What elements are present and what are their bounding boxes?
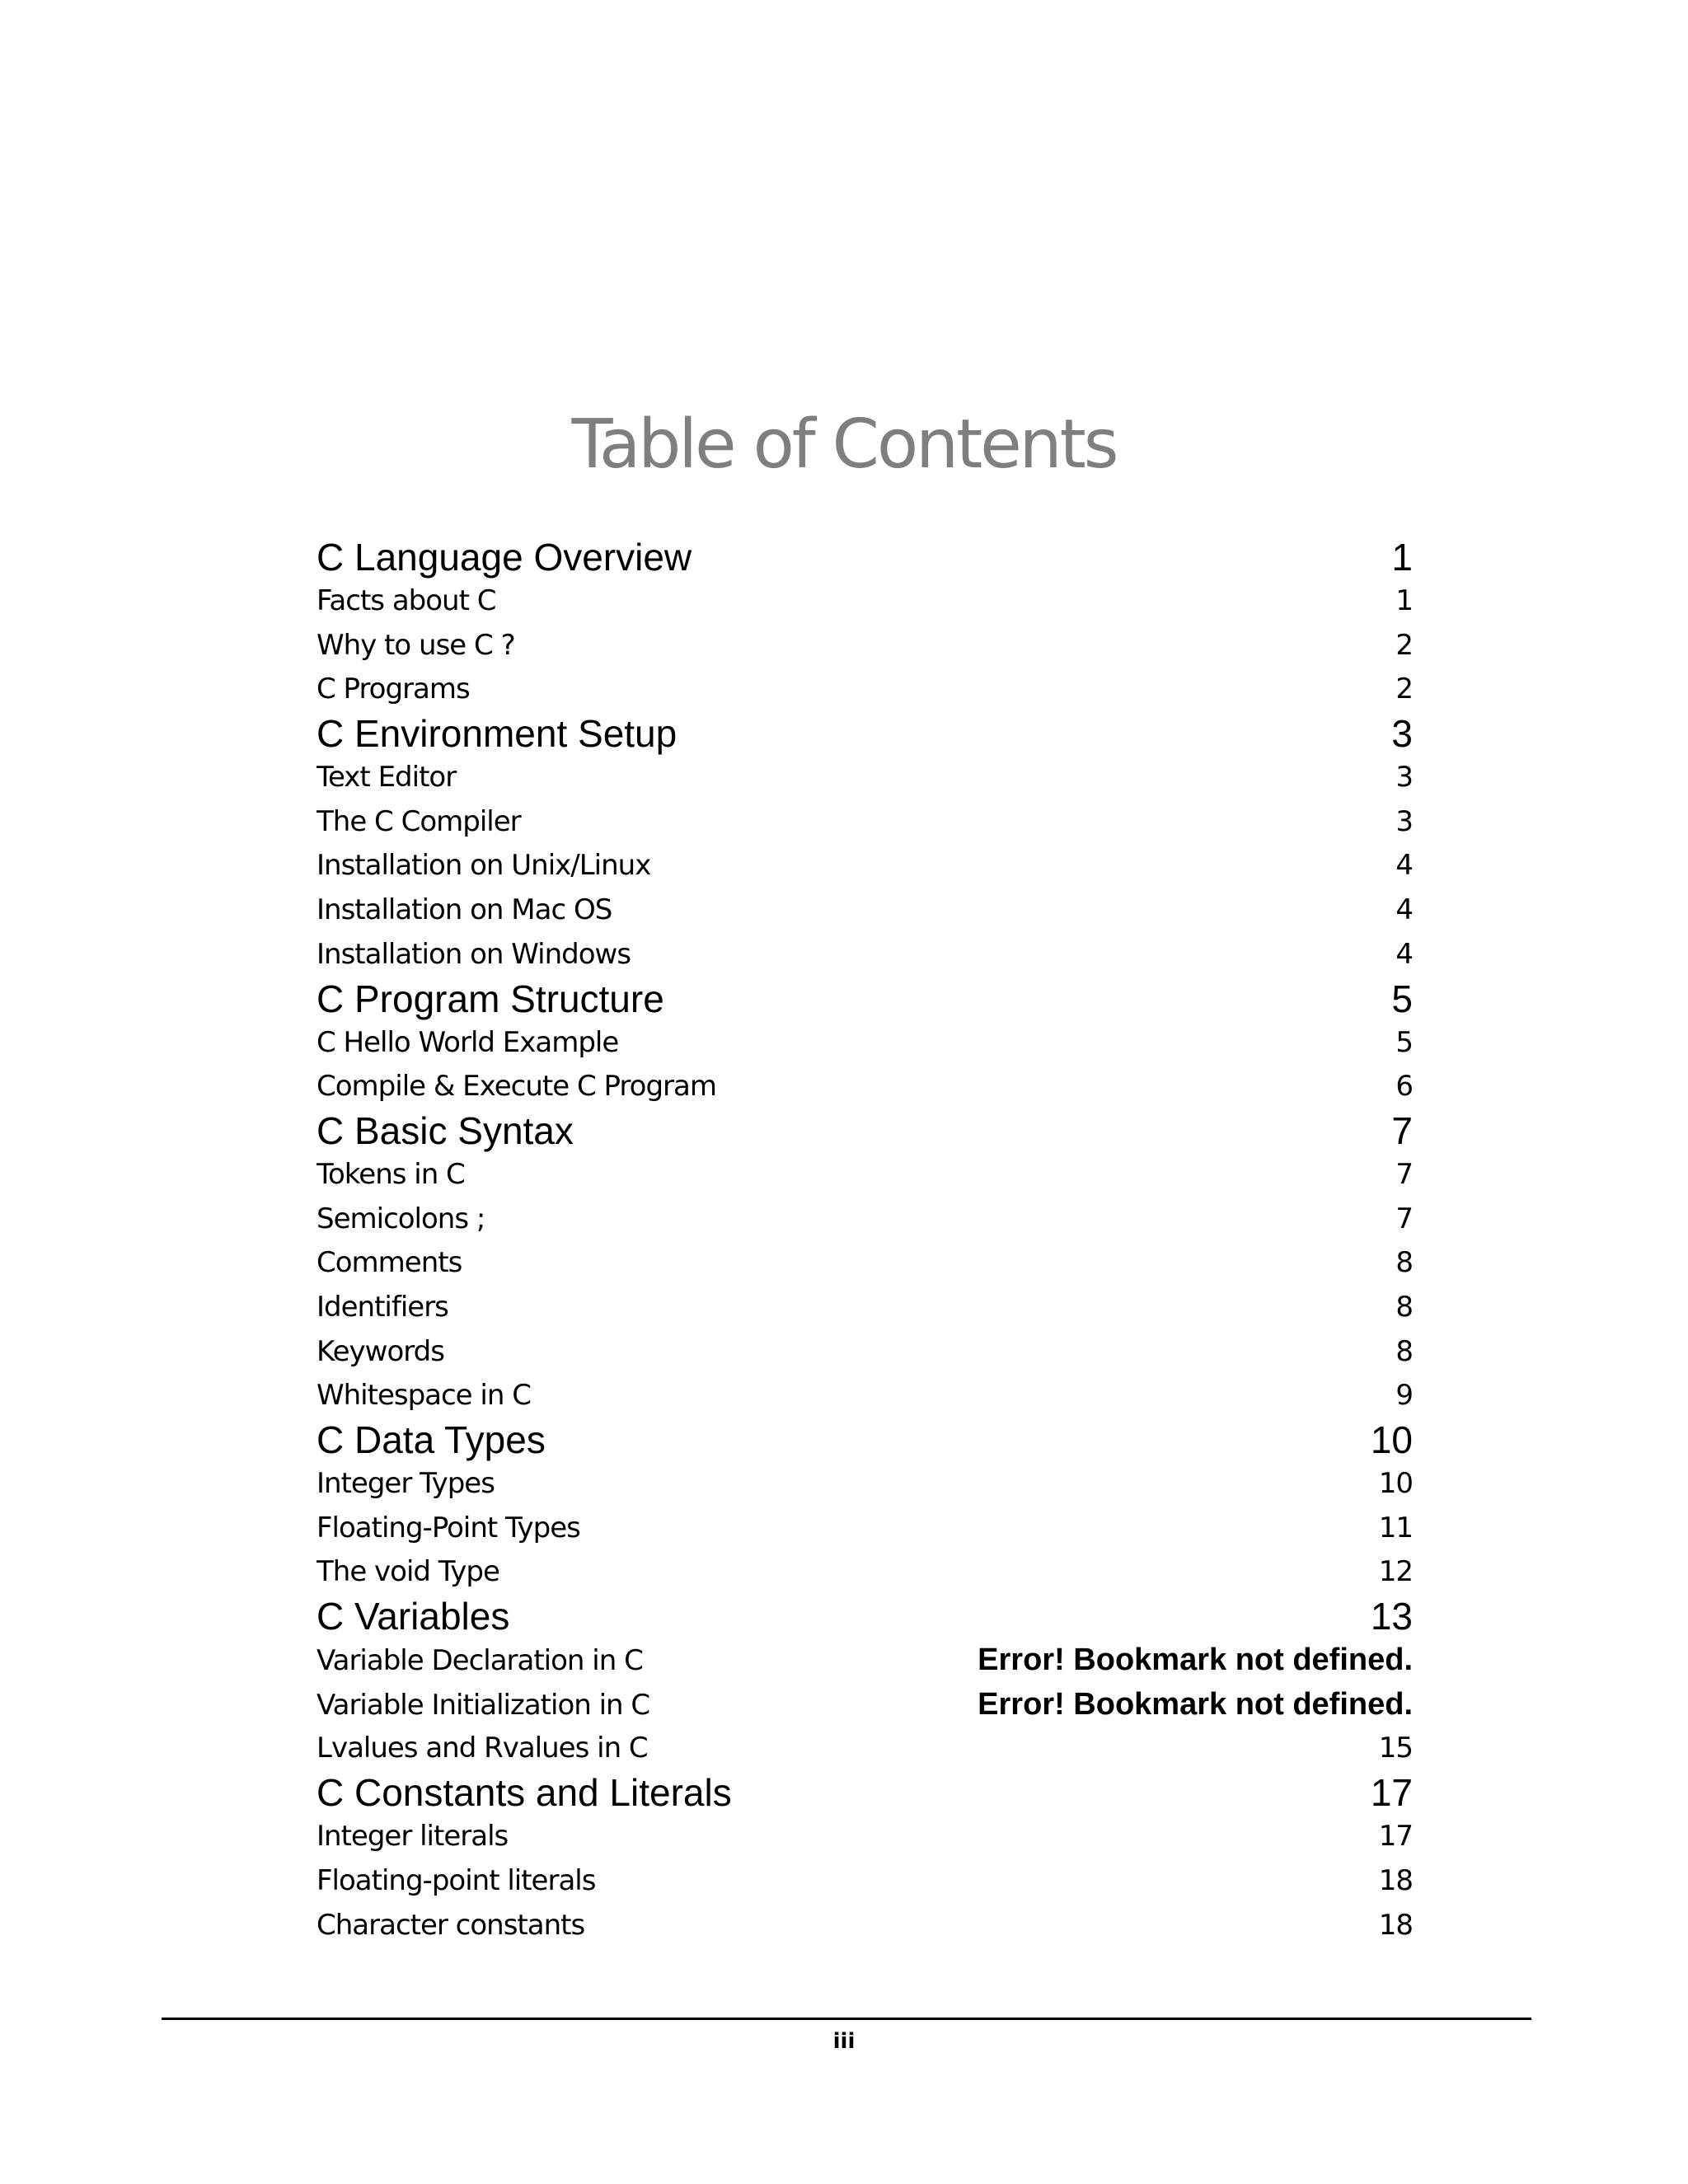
toc-page-number: 2 [1395,628,1413,662]
toc-entry-label: Semicolons ; [316,1202,485,1235]
toc-page-number: 7 [1395,1157,1413,1191]
toc-entry-label: Integer Types [316,1467,495,1500]
toc-page-number: 3 [1391,712,1413,756]
toc-page-number: 10 [1370,1418,1413,1461]
toc-page-number: 17 [1378,1820,1413,1854]
toc-entry-label: Keywords [316,1334,444,1368]
toc-entry-label: Why to use C ? [316,628,515,662]
toc-page-number: 8 [1395,1290,1413,1324]
toc-section-entry[interactable] [316,1286,1413,1330]
toc-entry-label: Character constants [316,1908,585,1942]
toc-entry-label: C Programs [316,673,470,706]
toc-section-entry[interactable] [316,1815,1413,1859]
toc-page-number: 10 [1378,1467,1413,1500]
toc-chapter-entry[interactable] [316,1595,1413,1638]
toc-chapter-entry[interactable] [316,1418,1413,1462]
toc-chapter-entry[interactable] [316,977,1413,1021]
footer-divider [162,2018,1531,2020]
toc-entry-label: Installation on Windows [316,937,631,971]
toc-entry-label: Whitespace in C [316,1379,531,1413]
toc-entry-label: The C Compiler [316,804,521,838]
toc-section-entry[interactable] [316,1065,1413,1109]
toc-entry-label: Compile & Execute C Program [316,1070,716,1104]
toc-entry-label: Installation on Unix/Linux [316,849,651,883]
toc-page-number: 11 [1378,1511,1413,1544]
toc-section-entry[interactable] [316,1507,1413,1551]
toc-page-number: 5 [1395,1025,1413,1059]
toc-section-entry[interactable] [316,1638,1413,1683]
toc-page-number: 13 [1370,1595,1413,1638]
toc-page-number: 1 [1391,536,1413,579]
toc-entry-label: The void Type [316,1555,499,1589]
toc-section-entry[interactable] [316,668,1413,712]
toc-entry-label: Integer literals [316,1820,509,1854]
toc-chapter-entry[interactable] [316,1771,1413,1815]
toc-page-number: 4 [1395,893,1413,927]
page-title: Table of Contents [571,405,1117,484]
toc-entry-label: Installation on Mac OS [316,893,612,927]
toc-section-entry[interactable] [316,1241,1413,1286]
toc-page-number: 9 [1395,1379,1413,1413]
toc-entry-label: Floating-point literals [316,1863,596,1897]
toc-page-number: 5 [1391,977,1413,1020]
toc-chapter-entry[interactable] [316,712,1413,756]
toc-section-entry[interactable] [316,1683,1413,1727]
toc-page-number: 3 [1395,804,1413,838]
toc-section-entry[interactable] [316,1153,1413,1197]
toc-page-number: 12 [1378,1555,1413,1589]
toc-section-entry[interactable] [316,933,1413,977]
toc-section-entry[interactable] [316,579,1413,624]
toc-bookmark-error: Error! Bookmark not defined. [978,1643,1413,1678]
toc-page-number: 1 [1395,584,1413,617]
toc-page-number: 2 [1395,673,1413,706]
toc-entry-label: Variable Initialization in C [316,1688,650,1722]
toc-section-entry[interactable] [316,624,1413,668]
toc-chapter-entry[interactable] [316,1109,1413,1153]
table-of-contents [316,536,1413,1947]
toc-page-number: 7 [1391,1108,1413,1152]
toc-entry-label: C Language Overview [316,536,692,579]
toc-section-entry[interactable] [316,1904,1413,1948]
footer-page-number: iii [832,2029,856,2054]
toc-page-number: 4 [1395,849,1413,883]
toc-section-entry[interactable] [316,1462,1413,1507]
toc-chapter-entry[interactable] [316,536,1413,579]
toc-section-entry[interactable] [316,888,1413,933]
toc-entry-label: C Basic Syntax [316,1108,574,1152]
toc-section-entry[interactable] [316,1727,1413,1771]
toc-page-number: 18 [1378,1908,1413,1942]
toc-section-entry[interactable] [316,1197,1413,1242]
toc-section-entry[interactable] [316,1374,1413,1418]
toc-section-entry[interactable] [316,1859,1413,1904]
toc-entry-label: Text Editor [316,761,457,794]
toc-page-number: 6 [1395,1070,1413,1104]
toc-page-number: 8 [1395,1334,1413,1368]
toc-entry-label: C Environment Setup [316,712,678,756]
toc-entry-label: Comments [316,1246,462,1280]
toc-page-number: 3 [1395,761,1413,794]
toc-page-number: 18 [1378,1863,1413,1897]
toc-entry-label: Facts about C [316,584,496,617]
toc-section-entry[interactable] [316,1550,1413,1595]
toc-entry-label: Floating-Point Types [316,1511,580,1544]
toc-bookmark-error: Error! Bookmark not defined. [978,1686,1413,1722]
toc-page-number: 8 [1395,1246,1413,1280]
toc-entry-label: C Constants and Literals [316,1771,732,1815]
toc-page-number: 17 [1370,1771,1413,1815]
toc-section-entry[interactable] [316,844,1413,888]
toc-entry-label: C Variables [316,1595,510,1638]
toc-section-entry[interactable] [316,1021,1413,1066]
toc-entry-label: Variable Declaration in C [316,1644,643,1678]
toc-entry-label: Lvalues and Rvalues in C [316,1732,648,1765]
toc-page-number: 7 [1395,1202,1413,1235]
toc-entry-label: C Program Structure [316,977,664,1020]
toc-page-number: 4 [1395,937,1413,971]
toc-section-entry[interactable] [316,800,1413,845]
toc-section-entry[interactable] [316,756,1413,800]
toc-entry-label: Identifiers [316,1290,448,1324]
toc-entry-label: Tokens in C [316,1157,465,1191]
toc-entry-label: C Hello World Example [316,1025,619,1059]
toc-page-number: 15 [1378,1732,1413,1765]
toc-entry-label: C Data Types [316,1418,546,1461]
toc-section-entry[interactable] [316,1330,1413,1375]
